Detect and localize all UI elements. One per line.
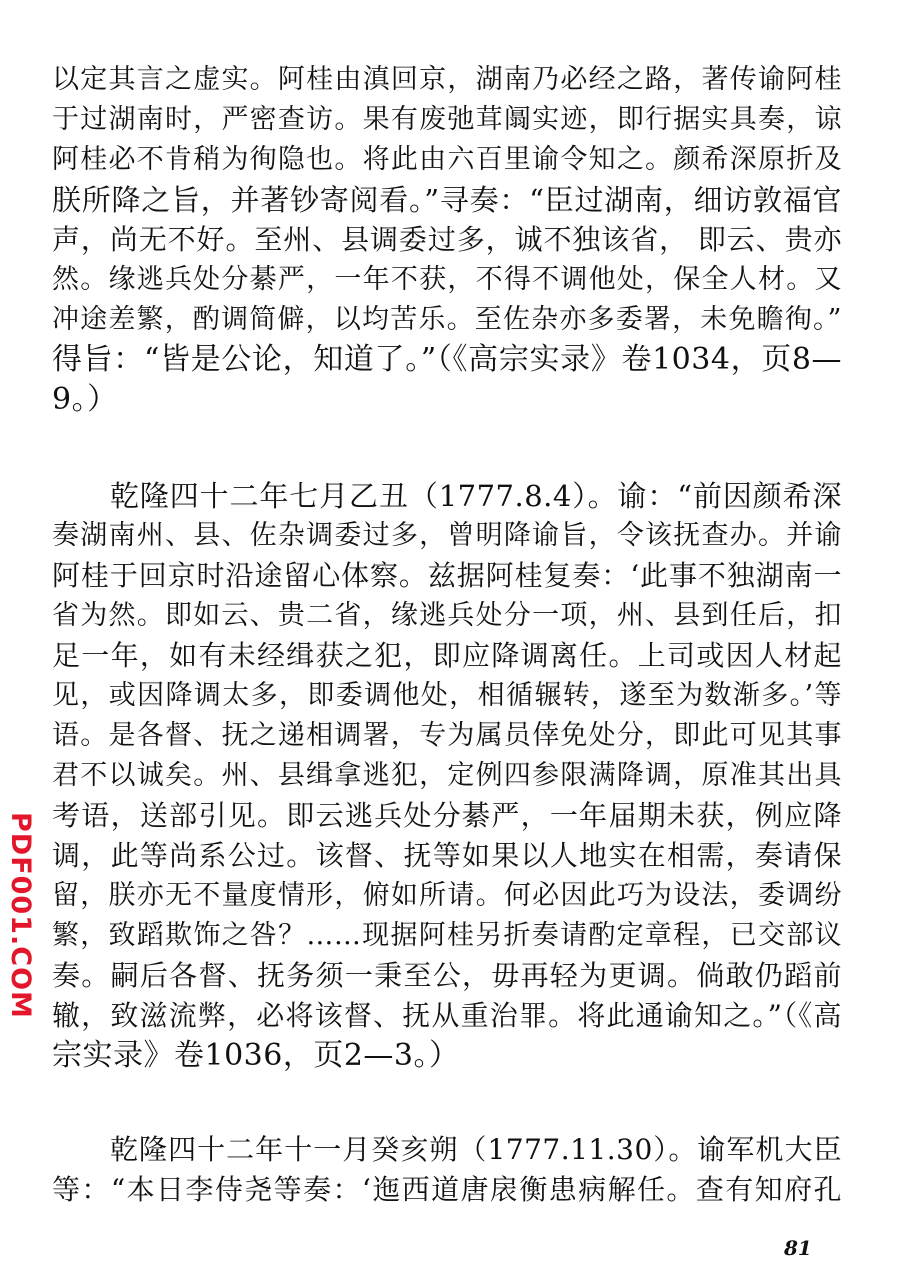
text-line: 省为然。即如云、贵二省，缘逃兵处分一项，州、县到任后，扣 — [52, 600, 842, 631]
text-line: 留，朕亦无不量度情形，俯如所请。何必因此巧为设法，委调纷 — [52, 880, 842, 911]
text-line: 等：“本日李侍尧等奏：‘迤西道唐扆衡患病解任。查有知府孔 — [52, 1173, 842, 1206]
text-line: 辙，致滋流弊，必将该督、抚从重治罪。将此通谕知之。”（《高 — [52, 999, 842, 1032]
text-line: 然。缘逃兵处分綦严，一年不获，不得不调他处，保全人材。又 — [52, 264, 842, 295]
text-line: 君不以诚矣。州、县缉拿逃犯，定例四参限满降调，原准其出具 — [52, 760, 842, 791]
text-line: 调，此等尚系公过。该督、抚等如果以人地实在相需，奏请保 — [52, 839, 842, 872]
text-line: 见，或因降调太多，即委调他处，相循辗转，遂至为数渐多。’等 — [52, 680, 842, 711]
text-line: 繁，致蹈欺饰之咎？……现据阿桂另折奏请酌定章程，已交部议 — [52, 920, 842, 951]
text-line: 乾隆四十二年七月乙丑（1777.8.4）。谕：“前因颜希深 — [110, 479, 842, 513]
paragraph-2 — [52, 476, 842, 1076]
text-line: 朕所降之旨，并著钞寄阅看。”寻奏：“臣过湖南，细访敦福官 — [52, 183, 842, 217]
text-line: 考语，送部引见。即云逃兵处分綦严，一年届期未获，例应降 — [52, 799, 842, 832]
text-line: 冲途差繁，酌调简僻，以均苦乐。至佐杂亦多委署，未免瞻徇。” — [52, 304, 842, 335]
text-line: 阿桂于回京时沿途留心体察。兹据阿桂复奏：‘此事不独湖南一 — [52, 559, 842, 592]
text-line: 以定其言之虚实。阿桂由滇回京，湖南乃必经之路，著传谕阿桂 — [52, 64, 842, 95]
text-line: 9。） — [52, 382, 118, 417]
paragraph-1 — [52, 60, 842, 420]
text-line: 足一年，如有未经缉获之犯，即应降调离任。上司或因人材起 — [52, 639, 842, 672]
text-line: 奏湖南州、县、佐杂调委过多，曾明降谕旨，令该抚查办。并谕 — [52, 520, 842, 551]
page-number: 81 — [784, 1236, 812, 1260]
text-line: 得旨：“皆是公论，知道了。”（《高宗实录》卷1034，页8— — [52, 342, 842, 377]
text-line: 语。是各督、抚之递相调署，专为属员倖免处分，即此可见其事 — [52, 720, 842, 751]
text-line: 声，尚无不好。至州、县调委过多，诚不独该省， 即云、贵亦 — [52, 223, 842, 256]
text-line: 奏。嗣后各督、抚务须一秉至公，毋再轻为更调。倘敢仍蹈前 — [52, 959, 842, 992]
text-line: 于过湖南时，严密查访。果有废弛茸阘实迹，即行据实具奏，谅 — [52, 104, 842, 135]
text-line: 阿桂必不肯稍为徇隐也。将此由六百里谕令知之。颜希深原折及 — [52, 144, 842, 175]
text-line: 宗实录》卷1036，页2—3。） — [52, 1038, 460, 1073]
paragraph-3 — [52, 1130, 842, 1210]
watermark: PDF001.COM — [5, 812, 36, 1019]
text-line: 乾隆四十二年十一月癸亥朔（1777.11.30）。谕军机大臣 — [110, 1133, 842, 1166]
